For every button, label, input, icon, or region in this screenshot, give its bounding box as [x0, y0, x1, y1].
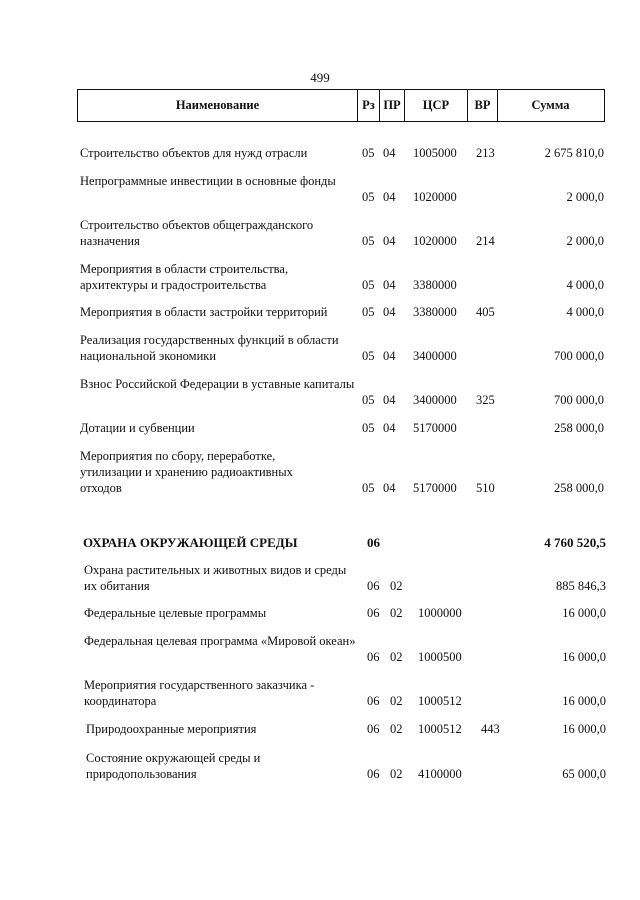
row-vr: 443	[481, 722, 500, 736]
row-sum: 16 000,0	[562, 694, 606, 708]
row-pr: 04	[383, 349, 396, 363]
row-pr: 02	[390, 606, 403, 620]
row-rz: 05	[362, 349, 375, 363]
row-csr: 3380000	[413, 305, 457, 319]
row-name: Строительство объектов для нужд отрасли	[80, 146, 308, 160]
row-csr: 3400000	[413, 393, 457, 407]
row-rz: 05	[362, 234, 375, 248]
row-csr: 3400000	[413, 349, 457, 363]
row-pr: 04	[383, 278, 396, 292]
row-rz: 05	[362, 190, 375, 204]
row-rz: 05	[362, 278, 375, 292]
row-csr: 1005000	[413, 146, 457, 160]
row-rz: 05	[362, 481, 375, 495]
row-csr: 1000500	[418, 650, 462, 664]
row-sum: 2 000,0	[566, 234, 604, 248]
row-name: Строительство объектов общегражданского назначения	[80, 218, 314, 248]
row-name: Мероприятия государственного заказчика - координатора	[84, 678, 315, 708]
row-pr: 04	[383, 190, 396, 204]
row-csr: 1000512	[418, 694, 462, 708]
row-name: Мероприятия по сбору, переработке, утилизации и хранению радиоактивных отходов	[80, 449, 293, 495]
row-pr: 02	[390, 767, 403, 781]
row-sum: 16 000,0	[562, 650, 606, 664]
row-pr: 04	[383, 393, 396, 407]
row-rz: 06	[367, 535, 380, 550]
row-csr: 5170000	[413, 481, 457, 495]
row-sum: 258 000,0	[554, 421, 604, 435]
row-csr: 3380000	[413, 278, 457, 292]
row-sum: 4 000,0	[566, 278, 604, 292]
row-name: Федеральная целевая программа «Мировой океан»	[84, 634, 356, 648]
header-rz: Рз	[357, 90, 379, 121]
row-pr: 02	[390, 722, 403, 736]
row-sum: 2 000,0	[566, 190, 604, 204]
row-vr: 214	[476, 234, 495, 248]
row-pr: 04	[383, 234, 396, 248]
row-name: Непрограммные инвестиции в основные фонды	[80, 174, 336, 188]
row-sum: 2 675 810,0	[544, 146, 604, 160]
row-csr: 5170000	[413, 421, 457, 435]
row-csr: 1000512	[418, 722, 462, 736]
header-sum: Сумма	[497, 90, 603, 121]
row-name: Мероприятия в области застройки территорий	[80, 305, 328, 319]
row-rz: 06	[367, 767, 380, 781]
row-pr: 02	[390, 650, 403, 664]
header-name: Наименование	[175, 98, 260, 112]
row-name: Состояние окружающей среды и природопользования	[86, 751, 261, 781]
row-pr: 04	[383, 421, 396, 435]
row-sum: 700 000,0	[554, 393, 604, 407]
row-sum: 258 000,0	[554, 481, 604, 495]
row-pr: 04	[383, 305, 396, 319]
row-name: Охрана растительных и животных видов и среды их обитания	[84, 563, 347, 593]
row-sum: 65 000,0	[562, 767, 606, 781]
row-sum: 885 846,3	[556, 579, 606, 593]
row-csr: 1020000	[413, 234, 457, 248]
row-vr: 213	[476, 146, 495, 160]
row-vr: 325	[476, 393, 495, 407]
row-csr: 4100000	[418, 767, 462, 781]
row-pr: 02	[390, 694, 403, 708]
row-vr: 510	[476, 481, 495, 495]
row-csr: 1020000	[413, 190, 457, 204]
row-sum: 4 000,0	[566, 305, 604, 319]
row-pr: 02	[390, 579, 403, 593]
row-name: Мероприятия в области строительства, архитектуры и градостроительства	[80, 262, 289, 292]
header-vr: ВР	[467, 90, 497, 121]
row-name: Дотации и субвенции	[80, 421, 195, 435]
row-rz: 06	[367, 650, 380, 664]
row-sum: 16 000,0	[562, 722, 606, 736]
row-name: Природоохранные мероприятия	[86, 722, 257, 736]
table-header	[77, 89, 605, 122]
row-sum: 16 000,0	[562, 606, 606, 620]
row-rz: 06	[367, 694, 380, 708]
header-csr: ЦСР	[404, 90, 467, 121]
row-rz: 05	[362, 305, 375, 319]
row-pr: 04	[383, 481, 396, 495]
row-sum: 700 000,0	[554, 349, 604, 363]
section-title: ОХРАНА ОКРУЖАЮЩЕЙ СРЕДЫ	[83, 535, 298, 550]
row-name: Реализация государственных функций в области национальной экономики	[80, 333, 339, 363]
row-sum: 4 760 520,5	[544, 535, 606, 550]
row-rz: 06	[367, 606, 380, 620]
row-rz: 05	[362, 146, 375, 160]
row-pr: 04	[383, 146, 396, 160]
page-number: 499	[310, 70, 330, 85]
row-csr: 1000000	[418, 606, 462, 620]
header-pr: ПР	[379, 90, 404, 121]
row-rz: 05	[362, 393, 375, 407]
row-name: Взнос Российской Федерации в уставные капиталы	[80, 377, 355, 391]
row-vr: 405	[476, 305, 495, 319]
row-name: Федеральные целевые программы	[84, 606, 267, 620]
row-rz: 05	[362, 421, 375, 435]
row-rz: 06	[367, 579, 380, 593]
row-rz: 06	[367, 722, 380, 736]
